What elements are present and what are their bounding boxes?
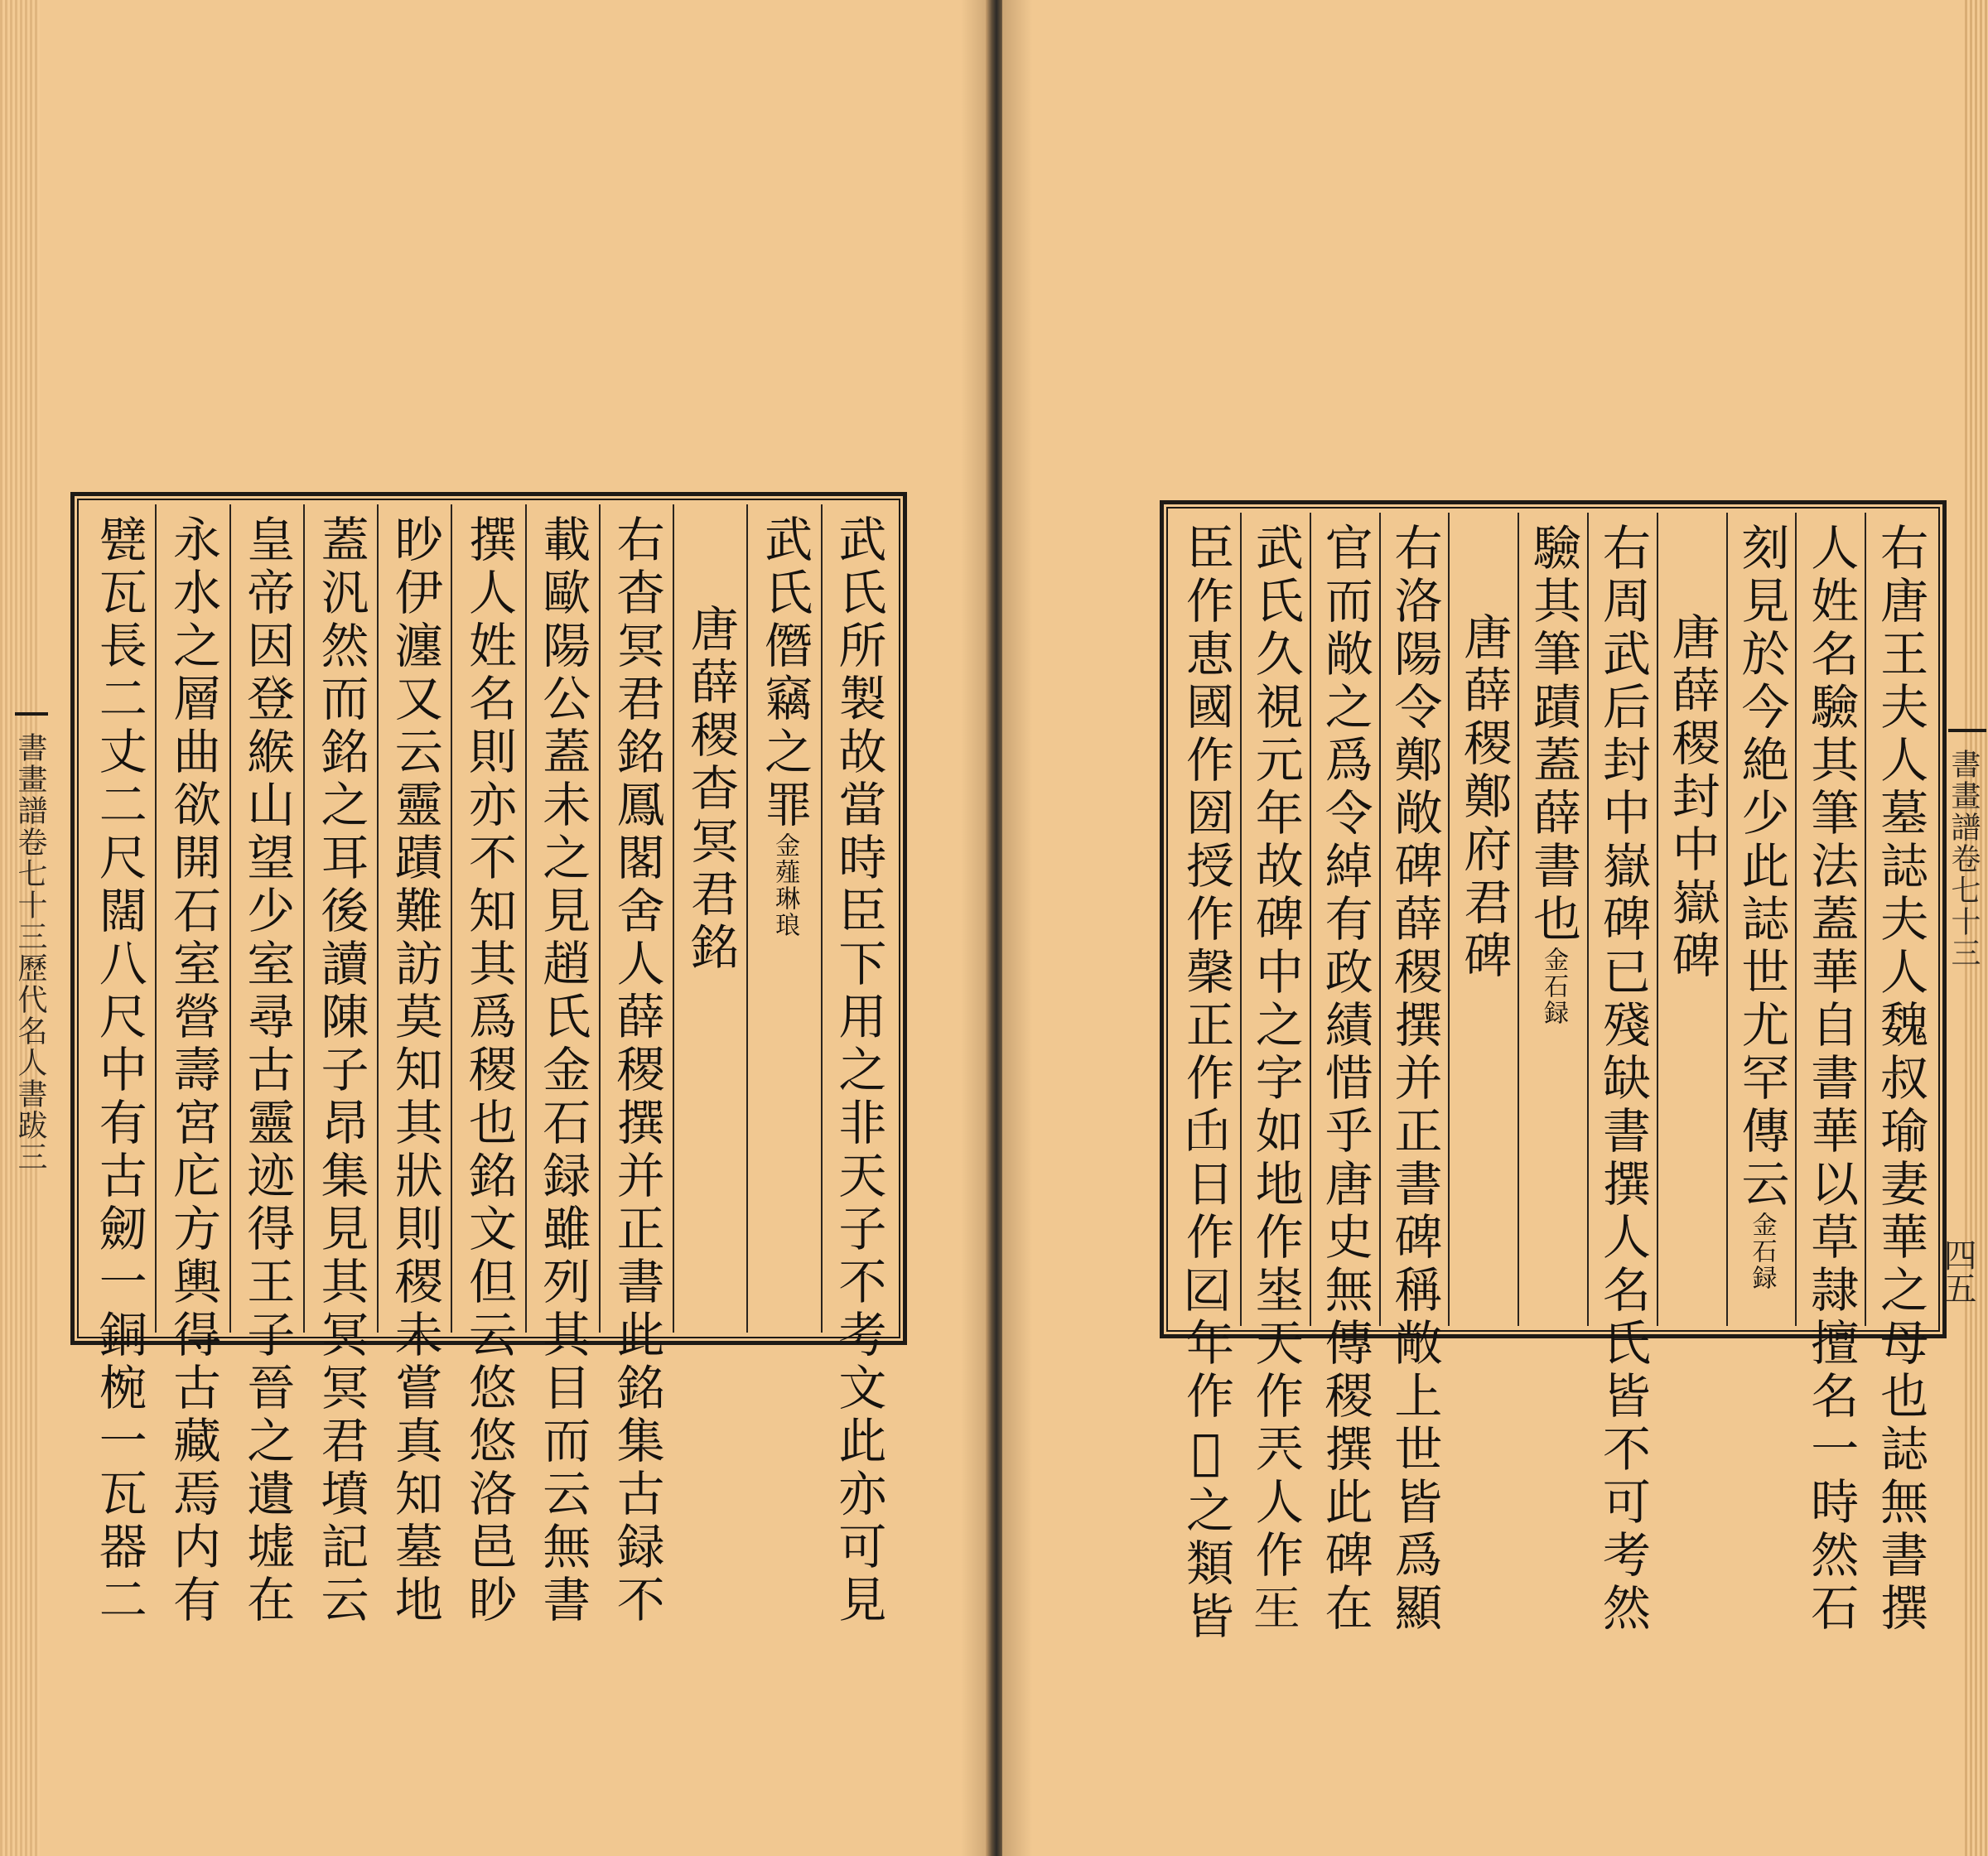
- text-column-inner: [164, 504, 221, 1627]
- text-column-inner: [1455, 513, 1513, 1326]
- text-column: [1448, 513, 1518, 1326]
- column-text: 驗其筆蹟蓋薛書也: [1525, 523, 1582, 947]
- text-column: [599, 504, 673, 1627]
- column-text: 甓瓦長二丈二尺闊八尺中有古劒一銅椀一瓦器二: [90, 514, 147, 1627]
- section-heading: 唐薛稷鄭府君碑: [1455, 612, 1513, 983]
- text-column: [1865, 513, 1934, 1636]
- text-column-inner: [90, 504, 147, 1627]
- column-text: 蓋汎然而銘之耳後讀陳子昂集見其冥冥君墳記云: [312, 514, 369, 1627]
- text-column: [525, 504, 599, 1627]
- text-column: [746, 504, 820, 1333]
- column-text: 皇帝因登緱山望少室尋古靈迹得王子晉之遺墟在: [239, 514, 296, 1627]
- text-column: [1379, 513, 1449, 1636]
- text-column-inner: [1733, 513, 1790, 1326]
- left-text-frame: [70, 492, 907, 1627]
- text-column-inner: [386, 504, 443, 1627]
- column-text: 右洛陽令鄭敞碑薛稷撰并正書碑稱敞上世皆爲顯: [1386, 523, 1443, 1636]
- column-text: 臣作恵國作圀授作䅽正作𠙺日作𡆠年作𠡦之類皆: [1177, 523, 1234, 1644]
- text-column: [1726, 513, 1796, 1326]
- text-column: [1240, 513, 1310, 1636]
- text-column: [155, 504, 229, 1627]
- text-column-inner: [1872, 513, 1929, 1636]
- text-column: [451, 504, 524, 1627]
- text-column-inner: [682, 504, 739, 1333]
- text-column: [1795, 513, 1865, 1636]
- column-text: 刻見於今絶少此誌世尤罕傳云: [1733, 523, 1790, 1212]
- column-text: 載歐陽公蓋未之見趙氏金石録雖列其目而云無書: [534, 514, 591, 1627]
- text-column: [1310, 513, 1379, 1636]
- column-text: 右周武后封中嶽碑已殘缺書撰人名氏皆不可考然: [1594, 523, 1651, 1636]
- right-text-columns: [1172, 513, 1934, 1644]
- text-column: [1587, 513, 1657, 1636]
- text-column-inner: [312, 504, 369, 1627]
- text-column-inner: [1663, 513, 1720, 1326]
- text-column-inner: [1386, 513, 1443, 1636]
- column-text: 右杳冥君銘鳳閣舍人薛稷撰并正書此銘集古録不: [608, 514, 665, 1627]
- right-page: [1002, 0, 1988, 1856]
- text-column: [1518, 513, 1587, 1326]
- column-text: 右唐王夫人墓誌夫人魏叔瑜妻華之母也誌無書撰: [1872, 523, 1929, 1636]
- text-column: [1172, 513, 1240, 1644]
- text-column-inner: [1316, 513, 1373, 1636]
- text-column-inner: [461, 504, 518, 1627]
- section-heading: 唐薛稷杳冥君銘: [682, 604, 739, 975]
- section-heading: 唐薛稷封中嶽碑: [1663, 612, 1720, 983]
- left-margin-caption-text: 書畫譜卷七十三歷代名人書跋三: [13, 732, 47, 1173]
- left-page: [0, 0, 991, 1856]
- source-note: 金石録: [1539, 947, 1569, 1026]
- column-text: 眇伊瀍又云靈蹟難訪莫知其狀則稷未嘗真知墓地: [386, 514, 443, 1627]
- text-column: [229, 504, 303, 1627]
- text-column: [1657, 513, 1726, 1326]
- text-column: [83, 504, 155, 1627]
- left-text-columns: [83, 504, 895, 1627]
- text-column-inner: [534, 504, 591, 1627]
- right-page-gutter-shadow: [1002, 0, 1032, 1856]
- left-margin-caption: [15, 712, 48, 1784]
- folio-number: 四五: [1938, 1238, 1976, 1304]
- text-column-inner: [1802, 513, 1860, 1636]
- right-text-frame: [1160, 500, 1947, 1644]
- text-column-inner: [1525, 513, 1582, 1326]
- text-column: [821, 504, 895, 1627]
- column-text: 永水之層曲欲開石室營壽宮庀方輿得古藏焉内有: [164, 514, 221, 1627]
- text-column-inner: [239, 504, 296, 1627]
- column-text: 武氏久視元年故碑中之字如地作埊天作兲人作𤯔: [1247, 523, 1304, 1636]
- text-column-inner: [608, 504, 665, 1627]
- column-text: 武氏所製故當時臣下用之非天子不考文此亦可見: [830, 514, 887, 1627]
- text-column-inner: [1594, 513, 1651, 1636]
- column-text: 撰人姓名則亦不知其爲稷也銘文但云悠悠洛邑眇: [461, 514, 518, 1627]
- column-text: 人姓名驗其筆法蓋華自書華以草隷擅名一時然石: [1802, 523, 1860, 1636]
- text-column-inner: [756, 504, 813, 1333]
- source-note: 金石録: [1747, 1212, 1777, 1291]
- right-margin-caption-text: 書畫譜卷七十三: [1947, 749, 1981, 969]
- text-column: [673, 504, 746, 1333]
- text-column: [377, 504, 451, 1627]
- text-column: [303, 504, 377, 1627]
- text-column-inner: [1177, 513, 1234, 1644]
- column-text: 官而敞之爲令綽有政績惜乎唐史無傳稷撰此碑在: [1316, 523, 1373, 1636]
- text-column-inner: [1247, 513, 1304, 1636]
- column-text: 武氏僭竊之罪: [756, 514, 813, 832]
- text-column-inner: [830, 504, 887, 1627]
- source-note: 金薤琳琅: [770, 832, 800, 938]
